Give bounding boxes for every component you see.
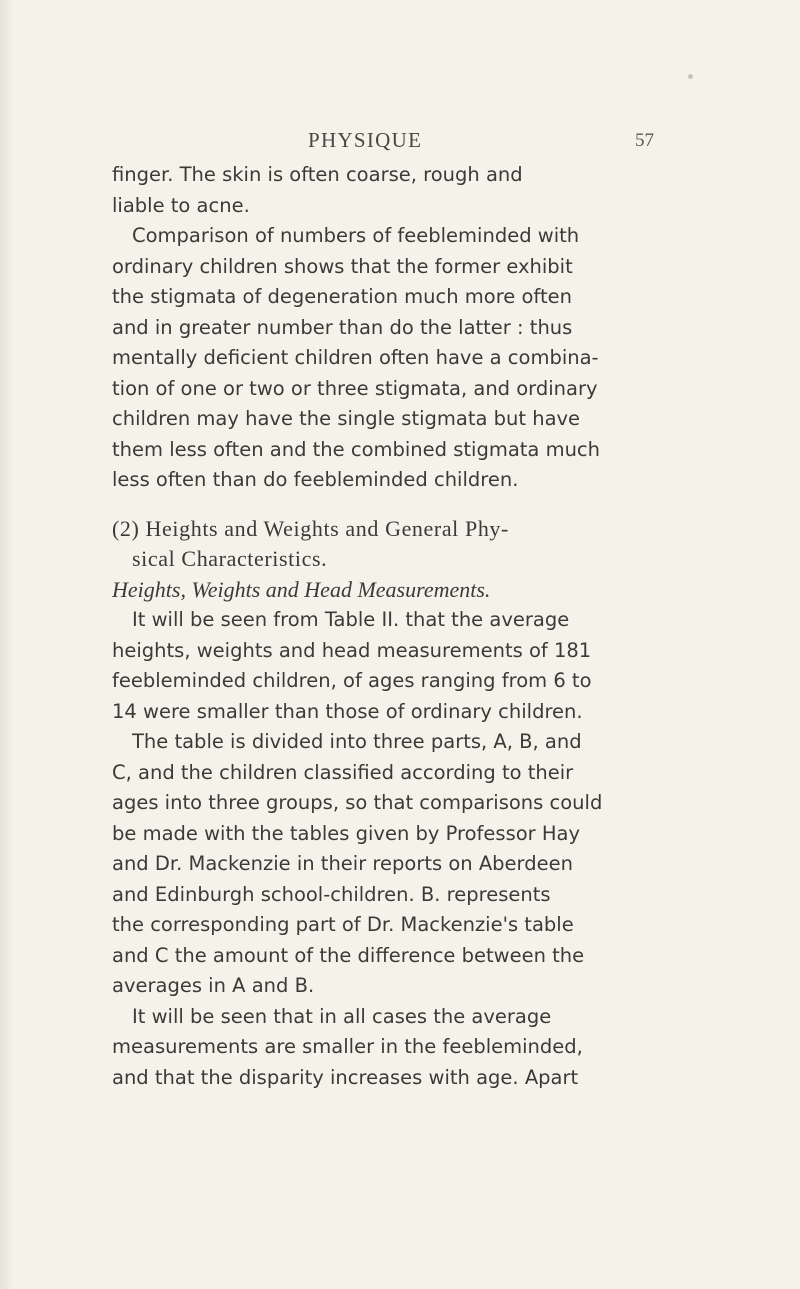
text-line: and Edinburgh school-children. B. represents bbox=[112, 882, 551, 906]
text-line: and Dr. Mackenzie in their reports on Aberdeen bbox=[112, 852, 573, 875]
paragraph bbox=[112, 727, 682, 1002]
running-title: PHYSIQUE bbox=[308, 128, 423, 152]
text-line: children may have the single stigmata but have bbox=[112, 407, 581, 430]
paragraph bbox=[112, 605, 682, 727]
text-line: be made with the tables given by Professor Hay bbox=[112, 821, 581, 845]
text-line: The table is divided into three parts, A, B, and bbox=[132, 730, 582, 753]
text-line: the stigmata of degeneration much more often bbox=[112, 285, 572, 308]
paragraph bbox=[112, 221, 682, 496]
paragraph bbox=[112, 1002, 682, 1094]
text-line: 14 were smaller than those of ordinary children. bbox=[112, 699, 583, 723]
section-heading bbox=[112, 514, 682, 575]
page-gutter bbox=[0, 0, 14, 1289]
text-line: them less often and the combined stigmata much bbox=[112, 437, 601, 461]
text-line: Comparison of numbers of feebleminded with bbox=[132, 224, 580, 247]
text-line: tion of one or two or three stigmata, and ordinary bbox=[112, 376, 598, 400]
text-line: It will be seen from Table II. that the average bbox=[132, 608, 570, 631]
text-line: and in greater number than do the latter : thus bbox=[112, 315, 573, 339]
text-line: ordinary children shows that the former exhibit bbox=[112, 254, 573, 278]
heading-line: (2) Heights and Weights and General Phy- bbox=[112, 515, 509, 541]
text-line: measurements are smaller in the feebleminded, bbox=[112, 1035, 583, 1058]
text-line: heights, weights and head measurements of 181 bbox=[112, 638, 592, 662]
running-header bbox=[0, 128, 800, 158]
paper-speck bbox=[688, 74, 693, 79]
text-line: ages into three groups, so that comparisons could bbox=[112, 791, 603, 814]
text-line: and that the disparity increases with age. Apart bbox=[112, 1065, 579, 1089]
text-line: the corresponding part of Dr. Mackenzie's table bbox=[112, 913, 574, 936]
subheading: Heights, Weights and Head Measurements. bbox=[112, 576, 491, 602]
page-number: 57 bbox=[635, 130, 654, 151]
text-line: feebleminded children, of ages ranging from 6 to bbox=[112, 669, 592, 692]
text-line: C, and the children classified according to their bbox=[112, 760, 574, 784]
body-text bbox=[112, 160, 682, 1093]
text-line: liable to acne. bbox=[112, 193, 250, 217]
heading-line: sical Characteristics. bbox=[132, 546, 328, 571]
text-line: It will be seen that in all cases the average bbox=[132, 1004, 552, 1028]
text-line: averages in A and B. bbox=[112, 974, 315, 997]
text-line: less often than do feebleminded children. bbox=[112, 468, 519, 491]
text-line: mentally deficient children often have a combina- bbox=[112, 346, 599, 369]
text-line: and C the amount of the difference between the bbox=[112, 943, 585, 967]
text-line: finger. The skin is often coarse, rough and bbox=[112, 163, 523, 186]
paragraph bbox=[112, 160, 682, 221]
